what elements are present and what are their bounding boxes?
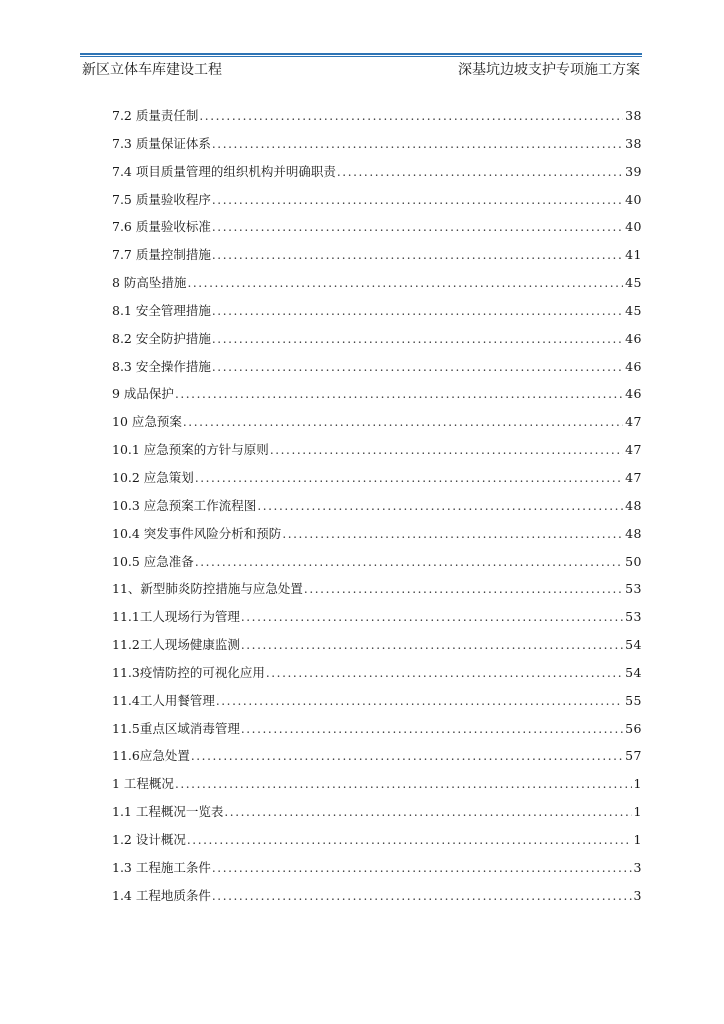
toc-leader-dots [212, 190, 623, 210]
toc-entry[interactable] [112, 301, 642, 329]
toc-leader-dots [216, 691, 623, 711]
toc-entry[interactable] [112, 719, 642, 747]
toc-entry-page: 46 [625, 330, 642, 346]
toc-entry[interactable] [112, 524, 642, 552]
toc-entry[interactable] [112, 440, 642, 468]
toc-entry-page: 1 [633, 776, 642, 792]
toc-entry[interactable] [112, 468, 642, 496]
toc-entry[interactable] [112, 106, 642, 134]
toc-entry-page: 3 [633, 887, 642, 903]
toc-entry-page: 54 [625, 637, 642, 653]
toc-entry[interactable] [112, 217, 642, 245]
toc-entry-title: 7.3 质量保证体系 [112, 135, 211, 151]
toc-leader-dots [212, 858, 632, 878]
toc-entry[interactable] [112, 412, 642, 440]
toc-entry-title: 9 成品保护 [112, 386, 174, 402]
toc-entry-page: 40 [625, 191, 642, 207]
toc-leader-dots [337, 162, 623, 182]
header-document-title: 深基坑边坡支护专项施工方案 [458, 62, 640, 78]
toc-entry-page: 54 [625, 664, 642, 680]
toc-leader-dots [241, 635, 623, 655]
toc-entry[interactable] [112, 802, 642, 830]
toc-entry-title: 7.7 质量控制措施 [112, 247, 211, 263]
toc-entry-page: 48 [625, 497, 642, 513]
toc-leader-dots [212, 357, 623, 377]
toc-leader-dots [212, 245, 623, 265]
toc-entry-page: 47 [625, 442, 642, 458]
toc-entry-title: 8.1 安全管理措施 [112, 302, 211, 318]
toc-entry-title: 7.6 质量验收标准 [112, 219, 211, 235]
toc-entry-title: 10.3 应急预案工作流程图 [112, 497, 257, 513]
toc-entry-page: 53 [625, 581, 642, 597]
toc-entry-page: 45 [625, 275, 642, 291]
toc-entry-page: 39 [625, 163, 642, 179]
header-rule-thin [80, 56, 642, 57]
toc-entry[interactable] [112, 691, 642, 719]
toc-entry[interactable] [112, 746, 642, 774]
toc-entry-page: 47 [625, 414, 642, 430]
toc-leader-dots [187, 830, 632, 850]
toc-leader-dots [270, 440, 623, 460]
toc-entry[interactable] [112, 162, 642, 190]
toc-entry-title: 1.2 设计概况 [112, 831, 186, 847]
toc-leader-dots [212, 301, 623, 321]
toc-entry-page: 1 [633, 831, 642, 847]
toc-entry-page: 38 [625, 108, 642, 123]
toc-entry-page: 57 [625, 748, 642, 764]
header-project-name: 新区立体车库建设工程 [82, 62, 222, 78]
toc-entry-page: 40 [625, 219, 642, 235]
toc-entry[interactable] [112, 552, 642, 580]
toc-leader-dots [212, 329, 623, 349]
toc-leader-dots [241, 607, 623, 627]
toc-leader-dots [212, 134, 623, 154]
page-header [82, 60, 640, 80]
toc-leader-dots [266, 663, 623, 683]
toc-entry-page: 45 [625, 302, 642, 318]
toc-entry-title: 10.1 应急预案的方针与原则 [112, 442, 269, 458]
toc-entry-page: 3 [633, 859, 642, 875]
toc-entry-title: 1.3 工程施工条件 [112, 859, 211, 875]
toc-entry-title: 7.4 项目质量管理的组织机构并明确职责 [112, 163, 336, 179]
toc-leader-dots [304, 579, 623, 599]
toc-leader-dots [257, 496, 623, 516]
toc-entry[interactable] [112, 134, 642, 162]
toc-entry-title: 11.6应急处置 [112, 748, 190, 764]
toc-entry[interactable] [112, 329, 642, 357]
toc-entry-title: 10.5 应急准备 [112, 553, 194, 569]
toc-entry-title: 1 工程概况 [112, 776, 174, 792]
toc-entry-title: 1.4 工程地质条件 [112, 887, 211, 903]
toc-entry[interactable] [112, 607, 642, 635]
toc-entry[interactable] [112, 496, 642, 524]
toc-entry-page: 47 [625, 469, 642, 485]
toc-leader-dots [175, 384, 623, 404]
toc-leader-dots [212, 217, 623, 237]
toc-entry[interactable] [112, 635, 642, 663]
toc-entry[interactable] [112, 579, 642, 607]
toc-leader-dots [241, 719, 623, 739]
toc-entry-title: 11.4工人用餐管理 [112, 692, 215, 708]
toc-entry[interactable] [112, 886, 642, 914]
toc-leader-dots [282, 524, 623, 544]
toc-entry[interactable] [112, 357, 642, 385]
toc-entry-title: 10.4 突发事件风险分析和预防 [112, 525, 282, 541]
toc-entry-title: 7.5 质量验收程序 [112, 191, 211, 207]
header-rule-thick [80, 53, 642, 55]
toc-leader-dots [199, 106, 623, 126]
toc-entry-title: 8 防高坠措施 [112, 275, 187, 291]
toc-entry-page: 48 [625, 525, 642, 541]
toc-entry[interactable] [112, 245, 642, 273]
toc-leader-dots [224, 802, 631, 822]
toc-entry[interactable] [112, 858, 642, 886]
toc-entry-page: 56 [625, 720, 642, 736]
toc-entry-page: 46 [625, 386, 642, 402]
toc-leader-dots [183, 412, 623, 432]
toc-leader-dots [195, 552, 623, 572]
table-of-contents [112, 106, 642, 913]
toc-entry[interactable] [112, 384, 642, 412]
toc-entry-title: 8.3 安全操作措施 [112, 358, 211, 374]
toc-entry-title: 10.2 应急策划 [112, 469, 194, 485]
toc-entry[interactable] [112, 190, 642, 218]
toc-entry[interactable] [112, 830, 642, 858]
toc-entry-title: 11.2工人现场健康监测 [112, 637, 240, 653]
toc-entry-title: 1.1 工程概况一览表 [112, 804, 224, 820]
toc-entry-page: 38 [625, 135, 642, 151]
toc-entry-page: 50 [625, 553, 642, 569]
toc-leader-dots [195, 468, 623, 488]
toc-leader-dots [187, 273, 623, 293]
toc-entry-page: 1 [633, 804, 642, 820]
toc-entry-page: 55 [625, 692, 642, 708]
toc-entry[interactable] [112, 774, 642, 802]
toc-entry-title: 10 应急预案 [112, 414, 182, 430]
toc-leader-dots [191, 746, 623, 766]
toc-entry-title: 11.5重点区域消毒管理 [112, 720, 240, 736]
toc-entry-title: 11、新型肺炎防控措施与应急处置 [112, 581, 303, 597]
toc-entry-title: 11.1工人现场行为管理 [112, 609, 240, 625]
toc-entry-title: 8.2 安全防护措施 [112, 330, 211, 346]
toc-entry[interactable] [112, 663, 642, 691]
toc-entry-page: 53 [625, 609, 642, 625]
toc-entry-page: 41 [625, 247, 642, 263]
toc-entry-page: 46 [625, 358, 642, 374]
toc-leader-dots [212, 886, 632, 906]
toc-entry-title: 7.2 质量责任制 [112, 108, 199, 123]
toc-entry[interactable] [112, 273, 642, 301]
toc-leader-dots [175, 774, 632, 794]
toc-entry-title: 11.3疫情防控的可视化应用 [112, 664, 265, 680]
